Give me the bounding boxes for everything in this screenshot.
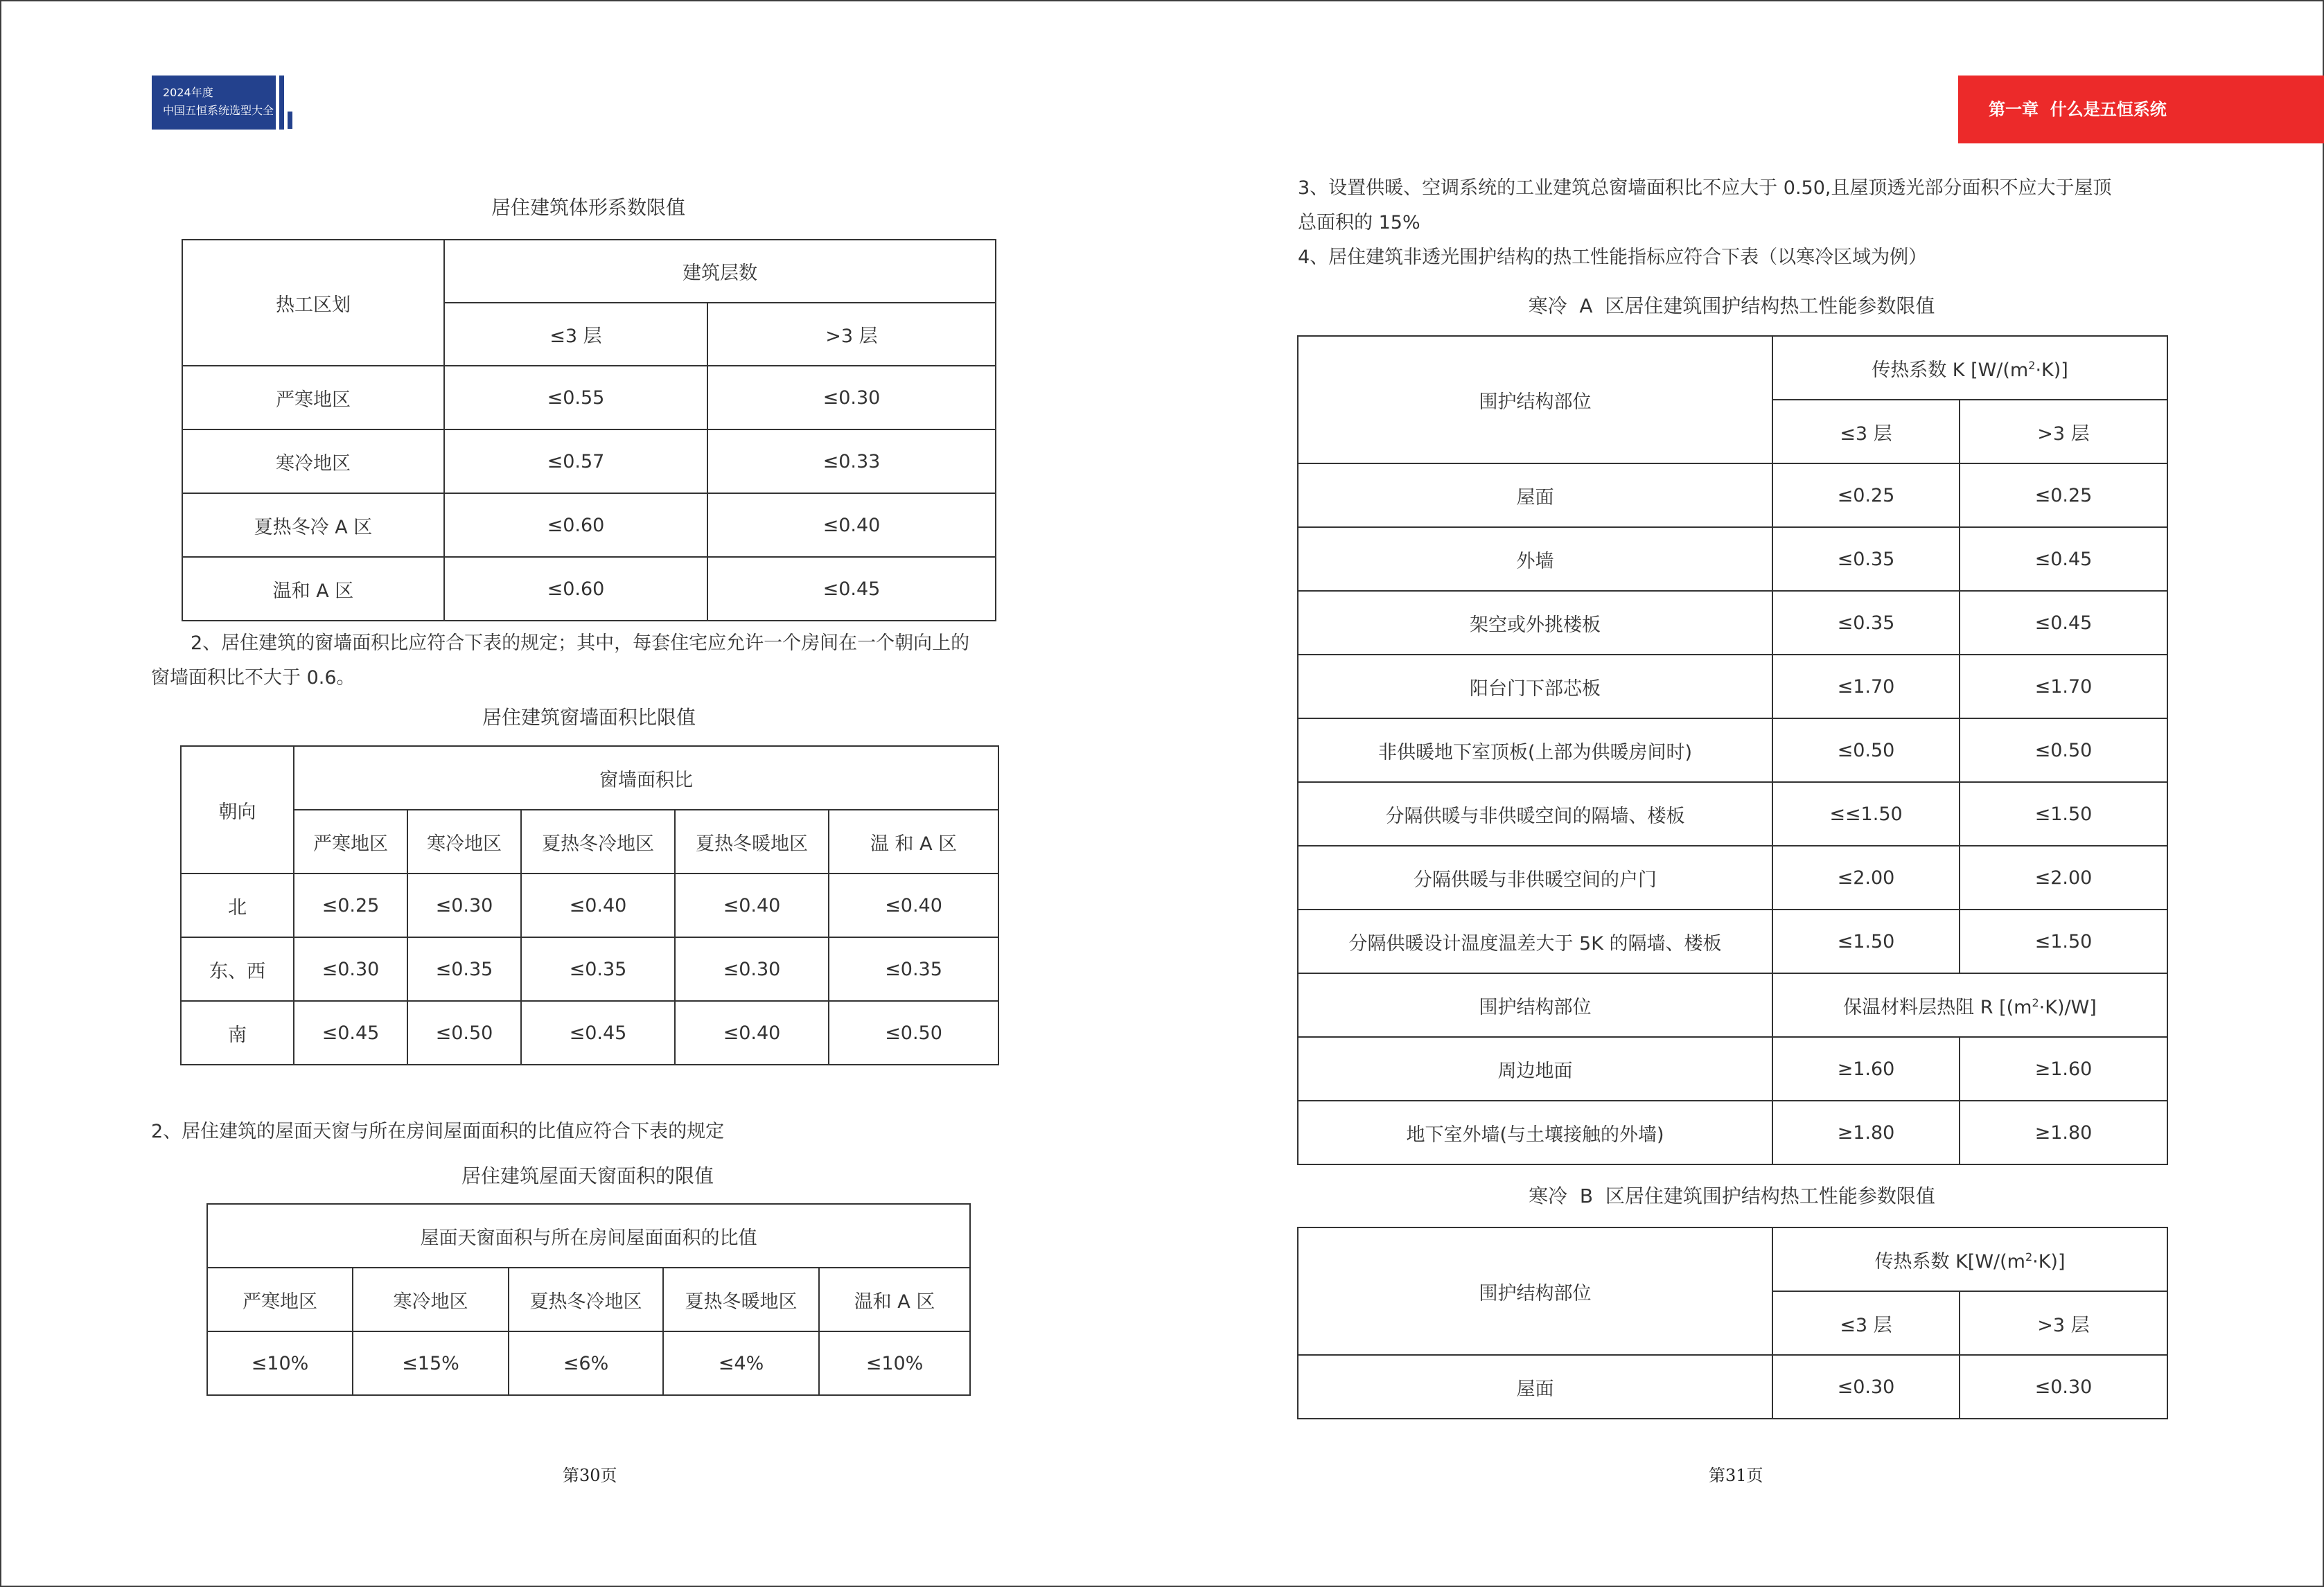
table-row [1298,910,2167,973]
cell-value: ≤2.00 [1772,846,1960,910]
cell-value: ≤0.35 [521,937,675,1001]
skylight-ratio-table [206,1203,971,1396]
brand-accent-bar-short [288,112,292,129]
subheader: 严寒地区 [294,810,407,874]
table-row [1298,655,2167,718]
cell-part: 分隔供暖与非供暖空间的隔墙、楼板 [1298,782,1772,846]
window-wall-ratio-table [180,745,999,1065]
cell-value: ≤0.25 [294,874,407,937]
cell-value: ≤0.50 [1772,718,1960,782]
table-row [1298,463,2167,527]
subheader: ≤3 层 [1772,1291,1960,1355]
cell-value: ≤6% [509,1331,663,1395]
subheader: ≤3 层 [1772,400,1960,463]
header-thermal-resistance-r: 保温材料层热阻 R $[(m^2\cdot K)/W]$ [1772,973,2167,1037]
chapter-banner [1958,76,2324,143]
cell-value: ≤0.57 [444,429,707,493]
subheader: 夏热冬冷地区 [521,810,675,874]
cell-value: ≤0.55 [444,366,707,429]
cell-value: ≤0.50 [829,1001,998,1065]
tableA-caption: 寒冷 A 区居住建筑围护结构热工性能参数限值 [1528,294,1935,317]
cell-value: ≤0.45 [1960,591,2167,655]
table-row [182,429,996,493]
table1-caption: 居住建筑体形系数限值 [491,196,685,219]
cell-part: 周边地面 [1298,1037,1772,1101]
table-row [181,874,998,937]
page-number-left: 第30页 [563,1466,617,1485]
cell-part: 非供暖地下室顶板(上部为供暖房间时) [1298,718,1772,782]
cell-part: 分隔供暖设计温度温差大于 5K 的隔墙、楼板 [1298,910,1772,973]
brand-title: 中国五恒系统选型大全 [163,104,274,117]
table-row [1298,718,2167,782]
paragraph-4: 4、居住建筑非透光围护结构的热工性能指标应符合下表（以寒冷区域为例） [1298,247,1928,268]
subheader: 夏热冬暖地区 [663,1268,819,1331]
subheader: ≤3 层 [444,303,707,366]
cell-value: ≤1.70 [1960,655,2167,718]
subheader: 温和 A 区 [819,1268,970,1331]
table-row [182,366,996,429]
cell-value: ≤≤1.50 [1772,782,1960,846]
paragraph-3: 2、居住建筑的屋面天窗与所在房间屋面面积的比值应符合下表的规定 [151,1121,725,1142]
cell-value: ≤0.35 [1772,527,1960,591]
header-zone: 热工区划 [182,240,444,366]
brand-banner [152,76,276,130]
header-orientation: 朝向 [181,746,294,874]
cell-part: 屋面 [1298,1355,1772,1419]
subheader: 寒冷地区 [353,1268,509,1331]
cell-value: ≤15% [353,1331,509,1395]
subheader: >3 层 [1960,400,2167,463]
header-heat-transfer-k: 传热系数 $K[W/(m^2\cdot K)]$ [1772,1227,2167,1291]
cell-value: ≤0.30 [1772,1355,1960,1419]
header-part-2: 围护结构部位 [1298,973,1772,1037]
subheader: >3 层 [1960,1291,2167,1355]
table-row [182,557,996,621]
subheader: 夏热冬冷地区 [509,1268,663,1331]
cell-value: ≤0.60 [444,557,707,621]
cell-zone: 夏热冬冷 A 区 [182,493,444,557]
cell-value: ≤0.35 [1772,591,1960,655]
cell-value: ≤0.30 [407,874,521,937]
shape-coefficient-table [182,239,996,621]
cell-value: ≤0.40 [521,874,675,937]
cell-part: 阳台门下部芯板 [1298,655,1772,718]
table-row [181,1001,998,1065]
cell-value: ≥1.80 [1772,1101,1960,1164]
cell-zone: 寒冷地区 [182,429,444,493]
cell-part: 架空或外挑楼板 [1298,591,1772,655]
cell-zone: 温和 A 区 [182,557,444,621]
cell-value: ≤0.35 [407,937,521,1001]
cell-value: ≤0.40 [707,493,996,557]
table-row [207,1331,970,1395]
cell-value: ≤2.00 [1960,846,2167,910]
cell-value: ≤4% [663,1331,819,1395]
cell-value: ≤1.50 [1960,782,2167,846]
header-heat-transfer-k: 传热系数 K $[W/(m^2\cdot K)]$ [1772,336,2167,400]
cell-value: ≤0.35 [829,937,998,1001]
cell-value: ≤0.30 [1960,1355,2167,1419]
table-row [1298,591,2167,655]
tableB-caption: 寒冷 B 区居住建筑围护结构热工性能参数限值 [1529,1185,1935,1207]
brand-year: 2024年度 [163,86,213,99]
cell-part: 地下室外墙(与土壤接触的外墙) [1298,1101,1772,1164]
paragraph-3-line2: 总面积的 15% [1298,212,1420,233]
cell-value: ≤0.30 [707,366,996,429]
chapter-title: 第一章 什么是五恒系统 [1989,100,2167,119]
page-number-right: 第31页 [1709,1466,1763,1485]
table-row [181,937,998,1001]
cell-value: ≤0.33 [707,429,996,493]
subheader: 寒冷地区 [407,810,521,874]
header-part: 围护结构部位 [1298,336,1772,463]
cell-zone: 严寒地区 [182,366,444,429]
cold-zone-b-table [1297,1227,2168,1419]
cell-value: ≤10% [207,1331,353,1395]
cell-part: 外墙 [1298,527,1772,591]
table-row [1298,1037,2167,1101]
cell-value: ≤0.30 [675,937,829,1001]
cell-value: ≤1.50 [1772,910,1960,973]
brand-accent-bar [279,76,284,130]
cell-value: ≤0.45 [521,1001,675,1065]
cold-zone-a-table [1297,335,2168,1165]
cell-value: ≤0.45 [707,557,996,621]
table2-caption: 居住建筑窗墙面积比限值 [482,706,696,729]
cell-value: ≤0.50 [1960,718,2167,782]
cell-part: 屋面 [1298,463,1772,527]
cell-value: ≤0.50 [407,1001,521,1065]
cell-value: ≤1.70 [1772,655,1960,718]
cell-value: ≥1.60 [1772,1037,1960,1101]
cell-value: ≤1.50 [1960,910,2167,973]
header-window-wall-ratio: 窗墙面积比 [294,746,998,810]
cell-value: ≤0.45 [294,1001,407,1065]
paragraph-2-line2: 窗墙面积比不大于 0.6。 [151,667,355,689]
cell-value: ≤0.25 [1772,463,1960,527]
paragraph-2-line1: 2、居住建筑的窗墙面积比应符合下表的规定；其中，每套住宅应允许一个房间在一个朝向上的 [191,632,970,654]
header-skylight-ratio: 屋面天窗面积与所在房间屋面面积的比值 [207,1204,970,1268]
subheader: >3 层 [707,303,996,366]
table3-caption: 居住建筑屋面天窗面积的限值 [461,1164,714,1187]
table-row [1298,527,2167,591]
table-row [1298,1101,2167,1164]
subheader: 夏热冬暖地区 [675,810,829,874]
cell-value: ≤10% [819,1331,970,1395]
table-row [1298,1355,2167,1419]
cell-value: ≤0.40 [675,1001,829,1065]
cell-value: ≤0.25 [1960,463,2167,527]
cell-value: ≤0.30 [294,937,407,1001]
cell-value: ≤0.40 [829,874,998,937]
table-row [182,493,996,557]
cell-part: 分隔供暖与非供暖空间的户门 [1298,846,1772,910]
header-floors: 建筑层数 [444,240,996,303]
cell-value: ≤0.40 [675,874,829,937]
cell-orientation: 南 [181,1001,294,1065]
cell-value: ≤0.60 [444,493,707,557]
table-row [1298,782,2167,846]
header-part: 围护结构部位 [1298,1227,1772,1355]
cell-orientation: 北 [181,874,294,937]
cell-value: ≥1.80 [1960,1101,2167,1164]
cell-value: ≥1.60 [1960,1037,2167,1101]
cell-orientation: 东、西 [181,937,294,1001]
table-row [1298,846,2167,910]
subheader: 温 和 A 区 [829,810,998,874]
cell-value: ≤0.45 [1960,527,2167,591]
paragraph-3-line1: 3、设置供暖、空调系统的工业建筑总窗墙面积比不应大于 0.50,且屋顶透光部分面积不应大于屋顶 [1298,177,2112,199]
subheader: 严寒地区 [207,1268,353,1331]
